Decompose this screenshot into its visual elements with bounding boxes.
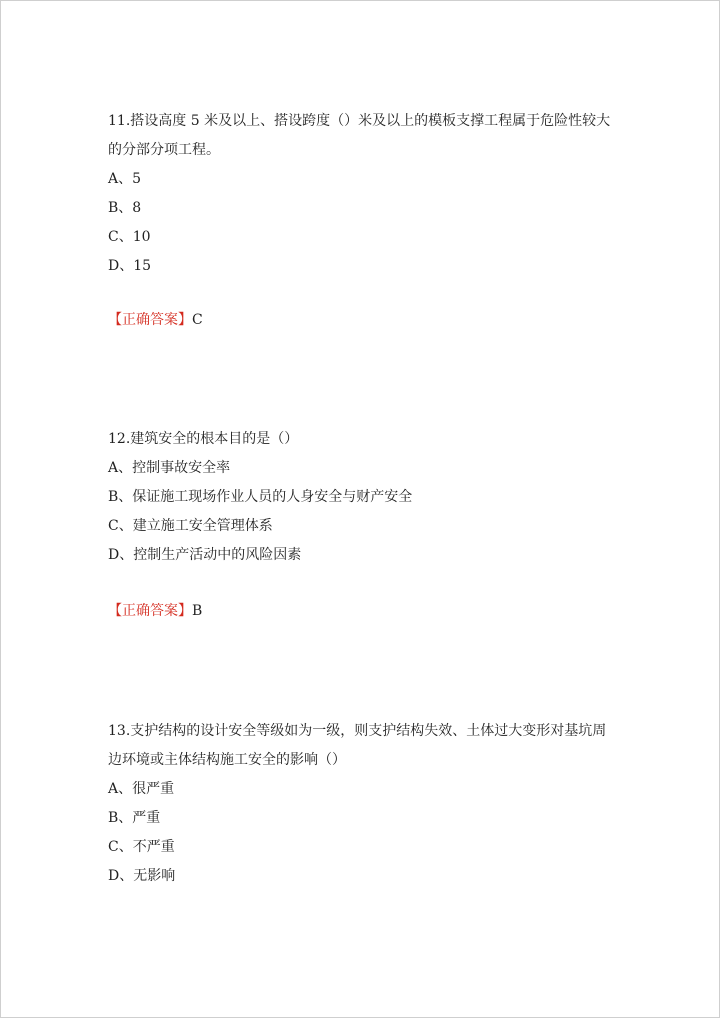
option-a: A、控制事故安全率 <box>108 460 231 476</box>
answer-tag: 【正确答案】 <box>108 312 192 328</box>
option-a: A、5 <box>108 171 142 187</box>
option-a: A、很严重 <box>108 781 175 797</box>
question-13 <box>108 717 618 891</box>
answer-12 <box>108 601 202 621</box>
option-d: D、15 <box>108 258 152 274</box>
option-c: C、10 <box>108 229 151 245</box>
question-11 <box>108 107 618 281</box>
question-12 <box>108 425 618 570</box>
question-stem: 12.建筑安全的根本目的是（） <box>108 431 299 447</box>
option-c: C、建立施工安全管理体系 <box>108 518 273 534</box>
answer-value: C <box>192 312 203 328</box>
option-b: B、保证施工现场作业人员的人身安全与财产安全 <box>108 489 413 505</box>
answer-11 <box>108 310 203 330</box>
option-c: C、不严重 <box>108 839 175 855</box>
answer-value: B <box>192 603 203 619</box>
option-d: D、无影响 <box>108 868 176 884</box>
question-stem: 11.搭设高度 5 米及以上、搭设跨度（）米及以上的模板支撑工程属于危险性较大的分部分项工程。 <box>108 113 611 158</box>
option-d: D、控制生产活动中的风险因素 <box>108 547 302 563</box>
question-stem: 13.支护结构的设计安全等级如为一级，则支护结构失效、土体过大变形对基坑周边环境或主体结构施工安全的影响（） <box>108 723 607 768</box>
answer-tag: 【正确答案】 <box>108 603 192 619</box>
option-b: B、严重 <box>108 810 161 826</box>
option-b: B、8 <box>108 200 142 216</box>
